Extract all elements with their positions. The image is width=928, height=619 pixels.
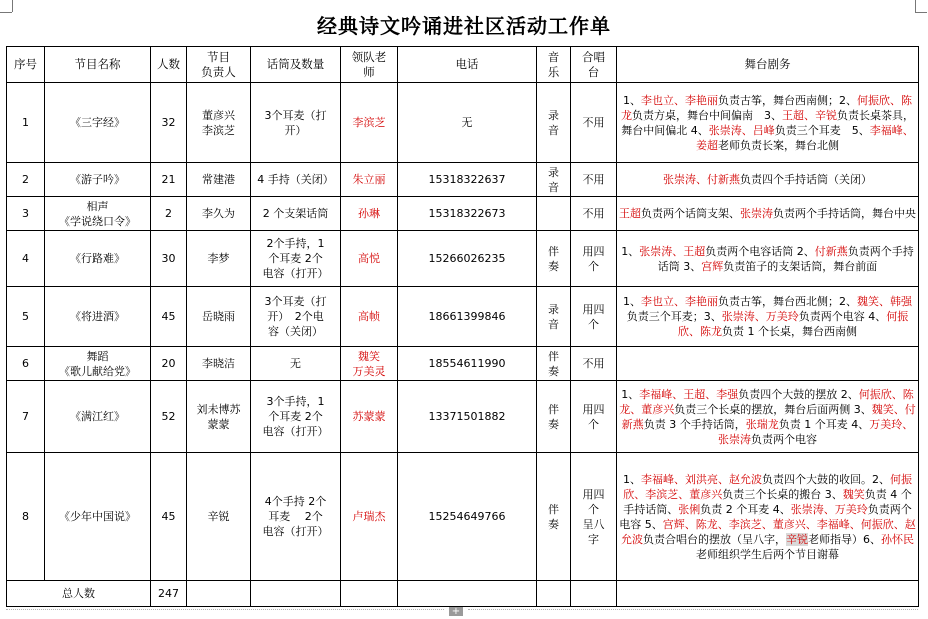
header-index: 序号: [7, 47, 45, 83]
stage-person-name: 何振欣、李滨芝、董彦兴: [623, 472, 912, 501]
stage-person-name: 付新燕: [814, 244, 848, 258]
stage-text: 负责三个耳麦；3、: [626, 310, 722, 323]
table-row: [7, 197, 919, 231]
cell-teacher-text: 卢瑞杰: [352, 510, 386, 523]
table-row: [7, 163, 919, 197]
stage-person-name: 宫辉: [701, 259, 724, 273]
cell-count-text: 45: [161, 310, 176, 323]
cell-index-text: 5: [22, 310, 29, 323]
total-empty-cell: [341, 581, 398, 607]
cell-lead-text: 李久为: [202, 207, 235, 220]
cell-lead: [187, 287, 251, 347]
cell-phone-text: 15266026235: [428, 252, 506, 265]
stage-text: 负责两个电容 4、: [798, 310, 887, 323]
cell-program: [45, 287, 151, 347]
stage-person-name: 何振欣、陈龙: [678, 310, 909, 338]
stage-person-name: 孙怀民: [881, 532, 914, 546]
stage-text: 负责三个耳麦 5、: [774, 123, 870, 137]
cell-phone-text: 15318322637: [428, 173, 506, 186]
cell-count: [151, 83, 187, 163]
cell-chorus-text: 用四 个: [582, 244, 605, 273]
cell-teacher: [341, 231, 398, 287]
header-music-text: 音 乐: [547, 49, 560, 79]
header-phone: 电话: [398, 47, 537, 83]
cell-stage: [617, 453, 919, 581]
cell-teacher-text: 李滨芝: [352, 116, 386, 129]
cell-index: [7, 347, 45, 381]
stage-text: 负责 3 个手持话筒，: [643, 417, 746, 431]
cell-mic: [251, 453, 341, 581]
stage-person-name: 何振欣、陈龙、董彦兴: [619, 387, 914, 416]
cell-stage: [617, 381, 919, 453]
header-lead: [187, 47, 251, 83]
cell-mic-text: 2 个支架话筒: [262, 207, 329, 220]
cell-count-text: 45: [161, 510, 176, 523]
header-program: 节目名称: [45, 47, 151, 83]
cell-count-text: 32: [161, 116, 176, 129]
cell-mic: [251, 163, 341, 197]
cell-mic: [251, 231, 341, 287]
stage-person-name: 李福峰、姜超: [696, 123, 914, 152]
header-mic: 话筒及数量: [251, 47, 341, 83]
cell-chorus-text: 用四 个: [582, 402, 605, 431]
stage-text: 1、: [621, 387, 640, 401]
cell-count: [151, 163, 187, 197]
cell-index: [7, 287, 45, 347]
header-chorus: [571, 47, 617, 83]
stage-person-name: 张崇涛、吕峰: [708, 123, 775, 137]
stage-text: 老师负责长案，舞台北侧: [718, 138, 839, 152]
cell-music-text: 伴 奏: [548, 349, 559, 378]
cell-index-text: 1: [22, 116, 29, 129]
stage-text: 负责长桌茶具，舞台中间偏北 4、: [621, 108, 914, 137]
total-label: 总人数: [7, 581, 151, 607]
stage-person-name: 辛锐: [786, 532, 808, 546]
cell-phone-text: 无: [461, 116, 473, 129]
table-row: [7, 83, 919, 163]
cell-program-text: 《三字经》: [70, 116, 125, 129]
stage-person-name: 张崇涛、万美玲: [721, 310, 799, 323]
cell-teacher: [341, 83, 398, 163]
cell-music: [537, 381, 571, 453]
cell-music-text: 伴 奏: [548, 402, 559, 431]
stage-text: 负责三个长桌的搬台 3、: [722, 487, 843, 501]
stage-text: 1、: [623, 295, 641, 308]
cell-chorus-text: 用四 个: [582, 302, 605, 331]
cell-program: [45, 231, 151, 287]
stage-text: 负责 1 个耳麦 4、: [778, 417, 870, 431]
stage-text: 1、: [623, 93, 641, 107]
cell-music: [537, 453, 571, 581]
cell-teacher-text: 魏笑 万美灵: [352, 349, 386, 378]
cell-count-text: 20: [161, 357, 176, 370]
cell-index: [7, 197, 45, 231]
cell-teacher: [341, 197, 398, 231]
header-lead-text: 节目 负责人: [201, 49, 236, 79]
cell-phone: [398, 381, 537, 453]
stage-person-name: 李福峰、刘洪亮、赵允波: [641, 472, 762, 486]
header-teacher: [341, 47, 398, 83]
cell-music: [537, 231, 571, 287]
cell-phone-text: 18554611990: [428, 357, 506, 370]
stage-person-name: 张崇涛、万美玲: [790, 502, 868, 516]
cell-chorus: [571, 287, 617, 347]
table-body: [7, 83, 919, 581]
cell-count: [151, 381, 187, 453]
cell-mic: [251, 197, 341, 231]
stage-text: 负责 2 个耳麦 4、: [700, 502, 791, 516]
cell-chorus: [571, 381, 617, 453]
cell-stage: [617, 231, 919, 287]
total-empty-cell: [251, 581, 341, 607]
cell-lead-text: 李晓洁: [202, 357, 235, 370]
cell-count: [151, 453, 187, 581]
cell-count: [151, 347, 187, 381]
stage-text: 负责四个手持话筒（关闭）: [740, 173, 872, 186]
cell-index-text: 6: [22, 357, 29, 370]
page-break-line: [468, 609, 918, 614]
cell-chorus-text: 不用: [582, 357, 605, 370]
stage-text: 负责方桌，舞台中间偏南 3、: [632, 108, 782, 122]
cell-music-text: 伴 奏: [548, 244, 559, 273]
cell-teacher-text: 朱立丽: [352, 173, 386, 186]
cell-music: [537, 287, 571, 347]
stage-text: 老师组织学生后两个节目谢幕: [696, 547, 839, 561]
cell-count-text: 2: [165, 207, 172, 220]
stage-text: 负责两个电容话筒 2、: [705, 244, 815, 258]
cell-stage: [617, 163, 919, 197]
header-count: 人数: [151, 47, 187, 83]
cell-stage: [617, 197, 919, 231]
total-row: [7, 581, 919, 607]
cell-mic: [251, 347, 341, 381]
cell-program-text: 《将进酒》: [70, 310, 125, 323]
header-teacher-text: 领队老 师: [351, 49, 387, 79]
cell-mic: [251, 287, 341, 347]
stage-person-name: 何振欣、陈龙: [621, 93, 912, 122]
stage-person-name: 王超: [619, 207, 641, 220]
cell-phone-text: 18661399846: [428, 310, 506, 323]
stage-text: 负责两个话筒支架、: [641, 207, 740, 220]
cell-teacher: [341, 347, 398, 381]
cell-chorus: [571, 453, 617, 581]
stage-person-name: 张崇涛: [740, 207, 773, 220]
cell-phone-text: 13371501882: [428, 410, 506, 423]
page-break-marker-icon[interactable]: +: [449, 607, 463, 616]
cell-index-text: 2: [22, 173, 29, 186]
cell-chorus-text: 不用: [582, 207, 605, 220]
cell-program-text: 《游子吟》: [70, 173, 125, 186]
total-empty-cell: [398, 581, 537, 607]
cell-lead-text: 辛锐: [207, 510, 230, 523]
cell-music: [537, 197, 571, 231]
stage-person-name: 魏笑、付新燕: [621, 402, 916, 431]
cell-phone-text: 15254649766: [428, 510, 506, 523]
stage-person-name: 魏笑: [842, 487, 865, 501]
cell-program: [45, 347, 151, 381]
stage-text: 老师指导）6、: [808, 532, 881, 546]
stage-person-name: 王超、辛锐: [782, 108, 837, 122]
cell-music-text: 录 音: [548, 302, 559, 331]
cell-music: [537, 163, 571, 197]
cell-lead-text: 刘未博苏 蒙蒙: [196, 402, 241, 431]
cell-program-text: 相声 《学说绕口令》: [59, 199, 136, 228]
cell-mic-text: 3个耳麦（打 开） 2个电 容（关闭）: [264, 295, 327, 338]
table-row: [7, 453, 919, 581]
stage-person-name: 魏笑、韩强: [857, 295, 912, 308]
stage-text: 1、: [623, 472, 641, 486]
table-row: [7, 381, 919, 453]
cell-mic: [251, 83, 341, 163]
cell-chorus: [571, 163, 617, 197]
stage-text: 负责 4 个手持话筒、: [623, 487, 912, 516]
cell-count-text: 52: [161, 410, 176, 423]
worksheet-table: [6, 46, 919, 607]
stage-person-name: 李也立、李艳丽: [641, 93, 718, 107]
cell-index-text: 3: [22, 207, 29, 220]
cell-index-text: 7: [22, 410, 29, 423]
stage-text: 负责两个手持话筒，舞台中央: [773, 207, 916, 220]
stage-text: 负责三个长桌的摆放，舞台后面两侧 3、: [674, 402, 872, 416]
cell-chorus-text: 不用: [582, 173, 605, 186]
cell-program: [45, 163, 151, 197]
cell-stage: [617, 287, 919, 347]
cell-program-text: 《少年中国说》: [59, 510, 136, 523]
cell-teacher-text: 高帧: [358, 310, 380, 323]
cell-count: [151, 287, 187, 347]
stage-text: 1、: [621, 244, 640, 258]
cell-index: [7, 381, 45, 453]
cell-index: [7, 453, 45, 581]
stage-person-name: 万美玲、张崇涛: [718, 417, 914, 446]
cell-phone: [398, 231, 537, 287]
cell-teacher: [341, 287, 398, 347]
cell-index: [7, 231, 45, 287]
cell-mic: [251, 381, 341, 453]
total-empty-cell: [617, 581, 919, 607]
stage-text: 负责古筝，舞台西南侧；2、: [718, 93, 857, 107]
cell-mic-text: 3个耳麦（打 开）: [264, 108, 327, 137]
cell-phone: [398, 453, 537, 581]
cell-lead-text: 李梦: [207, 252, 230, 265]
table-row: [7, 347, 919, 381]
cell-program: [45, 83, 151, 163]
cell-count: [151, 197, 187, 231]
cell-program: [45, 453, 151, 581]
cell-count: [151, 231, 187, 287]
cell-program-text: 《满江红》: [70, 410, 125, 423]
cell-lead: [187, 453, 251, 581]
cell-lead: [187, 163, 251, 197]
total-value: 247: [151, 581, 187, 607]
cell-teacher: [341, 381, 398, 453]
header-music: [537, 47, 571, 83]
cell-lead: [187, 197, 251, 231]
table-row: [7, 231, 919, 287]
cell-phone: [398, 197, 537, 231]
header-row: [7, 47, 919, 83]
cell-stage: [617, 83, 919, 163]
cell-lead: [187, 347, 251, 381]
cell-phone: [398, 83, 537, 163]
cell-index-text: 8: [22, 510, 29, 523]
cell-mic-text: 无: [290, 357, 301, 370]
cell-count-text: 30: [161, 252, 176, 265]
stage-person-name: 李也立、李艳丽: [641, 295, 718, 308]
page-break-line: [6, 609, 444, 614]
cell-chorus-text: 用四 个 呈八 字: [582, 487, 605, 546]
stage-person-name: 李福峰、王超、李强: [639, 387, 739, 401]
cell-music-text: 伴 奏: [548, 502, 559, 531]
cell-program-text: 《行路难》: [70, 252, 125, 265]
cell-lead: [187, 381, 251, 453]
stage-text: 负责两个手持话筒 3、: [657, 244, 914, 273]
cell-teacher-text: 高悦: [358, 252, 380, 265]
total-empty-cell: [537, 581, 571, 607]
stage-person-name: 张瑞龙: [745, 417, 779, 431]
cell-chorus: [571, 347, 617, 381]
cell-index: [7, 83, 45, 163]
cell-program: [45, 197, 151, 231]
total-empty-cell: [571, 581, 617, 607]
cell-lead-text: 常建港: [202, 173, 235, 186]
cell-music-text: 录 音: [548, 108, 559, 137]
cell-teacher-text: 苏蒙蒙: [352, 410, 386, 423]
stage-person-name: 宫辉、陈龙、李滨芝、董彦兴、李福峰、何振欣、赵允波: [621, 517, 916, 546]
cell-lead: [187, 83, 251, 163]
cell-mic-text: 2个手持，1 个耳麦 2个 电容（打开）: [262, 237, 329, 280]
cell-mic-text: 3个手持，1 个耳麦 2个 电容（打开）: [262, 395, 329, 438]
stage-text: 负责笛子的支架话筒，舞台前面: [723, 259, 878, 273]
cell-chorus: [571, 197, 617, 231]
cell-mic-text: 4个手持 2个 耳麦 2个 电容（打开）: [262, 495, 329, 538]
stage-text: 负责四个大鼓的收回。2、: [762, 472, 890, 486]
stage-text: 负责两个电容: [751, 432, 817, 446]
cell-phone: [398, 347, 537, 381]
stage-text: 负责四个大鼓的摆放 2、: [738, 387, 859, 401]
stage-person-name: 张崇涛、王超: [639, 244, 706, 258]
stage-text: 负责两个电容 5、: [619, 502, 912, 531]
header-stage: 舞台剧务: [617, 47, 919, 83]
cell-lead: [187, 231, 251, 287]
cell-phone: [398, 287, 537, 347]
stage-text: 负责 1 个长桌，舞台西南侧: [722, 325, 857, 338]
cell-index-text: 4: [22, 252, 29, 265]
stage-person-name: 张崇涛、付新燕: [663, 173, 740, 186]
cell-index: [7, 163, 45, 197]
cell-phone: [398, 163, 537, 197]
cell-teacher: [341, 163, 398, 197]
cell-program-text: 舞蹈 《歌儿献给党》: [59, 349, 136, 378]
cell-program: [45, 381, 151, 453]
cell-music: [537, 83, 571, 163]
cell-teacher-text: 孙琳: [358, 207, 380, 220]
cell-stage: [617, 347, 919, 381]
cell-chorus: [571, 231, 617, 287]
cell-teacher: [341, 453, 398, 581]
cell-chorus-text: 不用: [582, 116, 605, 129]
cell-lead-text: 岳晓雨: [202, 310, 235, 323]
table-row: [7, 287, 919, 347]
stage-text: 负责合唱台的摆放（呈八字，: [643, 532, 786, 546]
page-title: 经典诗文吟诵进社区活动工作单: [317, 14, 611, 38]
stage-text: 负责古筝，舞台西北侧；2、: [718, 295, 857, 308]
cell-phone-text: 15318322673: [428, 207, 506, 220]
stage-person-name: 张俐: [678, 502, 701, 516]
cell-mic-text: 4 手持（关闭）: [257, 173, 334, 186]
cell-chorus: [571, 83, 617, 163]
cell-music: [537, 347, 571, 381]
header-chorus-text: 合唱 台: [582, 49, 605, 79]
cell-lead-text: 董彦兴 李滨芝: [202, 108, 235, 137]
cell-music-text: 录 音: [548, 165, 559, 194]
cell-count-text: 21: [161, 173, 176, 186]
total-empty-cell: [187, 581, 251, 607]
